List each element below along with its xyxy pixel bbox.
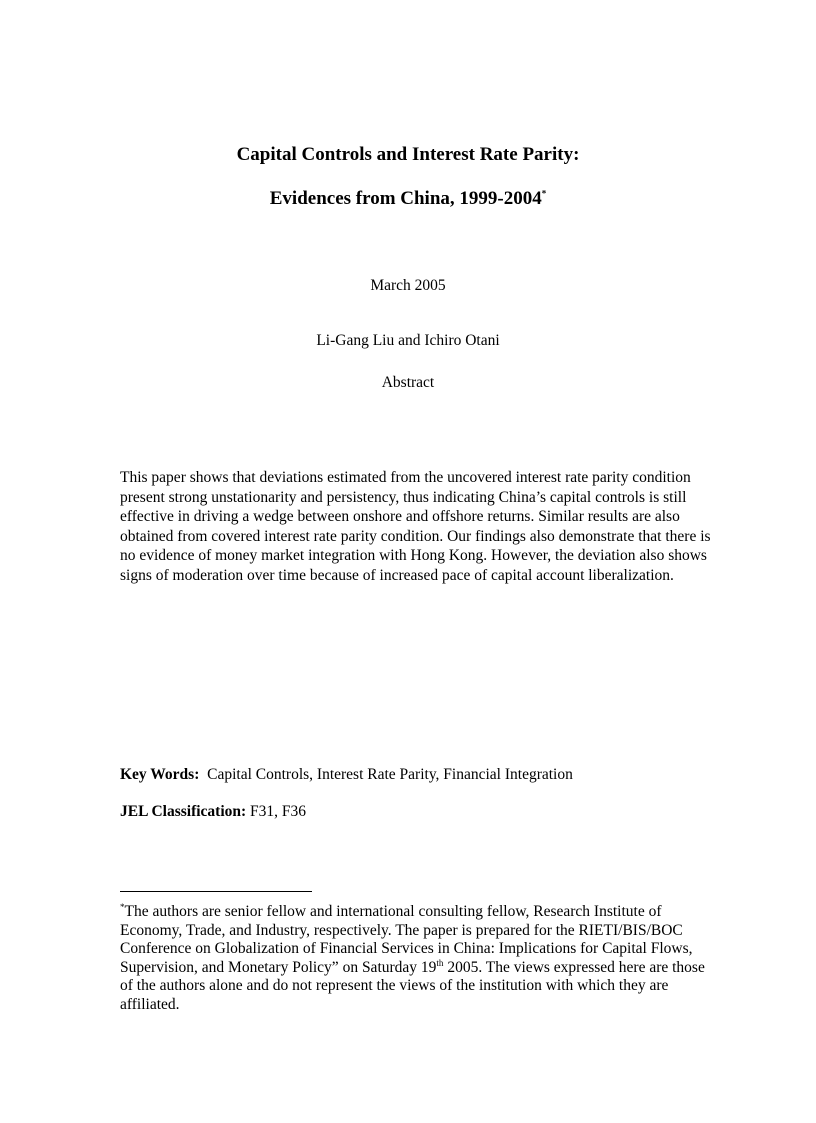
keywords [120, 765, 740, 785]
abstract-heading: Abstract [381, 374, 435, 391]
title-footnote-mark: * [541, 188, 547, 199]
jel-classification [120, 802, 740, 822]
title-line-2-text: Evidences from China, 1999-2004 [269, 188, 542, 209]
abstract-body: This paper shows that deviations estimated from the uncovered interest rate parity condition present strong unstationarity and persistency, thus indicating China’s capital controls is still effective in driving a wedge between onshore and offshore returns. Similar results are also obtained from covered interest rate parity condition. Our findings also demonstrate that there is no evidence of money market integration with Hong Kong. However, the deviation also shows signs of moderation over time because of increased pace of capital account liberalization. [120, 469, 711, 584]
paper-title-line-2 [0, 187, 816, 211]
footnote [120, 903, 720, 1015]
footnote-superscript: th [436, 957, 444, 968]
title-line-1-text: Capital Controls and Interest Rate Parity: [236, 144, 580, 165]
authors: Li-Gang Liu and Ichiro Otani [316, 332, 500, 349]
keywords-label: Key Words: [120, 766, 200, 783]
footnote-mark: * [120, 901, 125, 912]
footnote-text-before: The authors are senior fellow and international consulting fellow, Research Institute of Economy, Trade, and Industry, respectively. The paper is prepared for the RIETI/BIS/BOC Conference on Globalization of Financial Services in China: Implications for Capital Flows, Supervision, and Monetary Policy” on Saturday 19 [120, 903, 693, 976]
footnote-divider [120, 891, 312, 892]
publication-date: March 2005 [370, 277, 446, 294]
footnote-text-after: 2005. The views expressed here are those of the authors alone and do not represent the views of the institution with which they are affiliated. [120, 958, 705, 1013]
keywords-value: Capital Controls, Interest Rate Parity, Financial Integration [207, 766, 573, 783]
jel-value: F31, F36 [250, 803, 307, 820]
paper-title-line-1 [0, 143, 816, 167]
jel-label: JEL Classification: [120, 803, 247, 820]
